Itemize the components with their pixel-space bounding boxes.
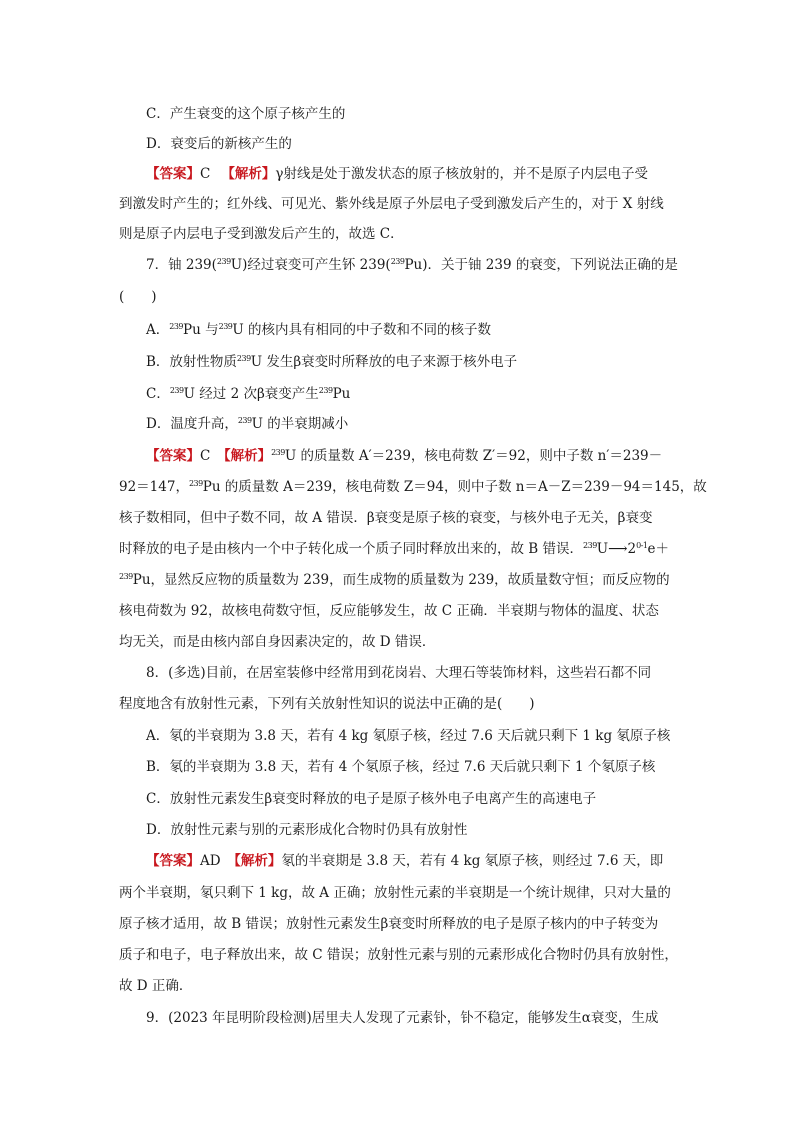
question-7-stem	[146, 255, 678, 275]
isotope-mass: 239	[390, 257, 405, 266]
text: D．放射性元素与别的元素形成化合物时仍具有放射性	[146, 822, 468, 838]
text: A．	[146, 322, 170, 338]
analysis-tag: 【解析】	[228, 166, 276, 182]
analysis-line	[119, 194, 664, 214]
text: Pu 与	[183, 322, 219, 338]
text: Pu 的质量数 A＝239，核电荷数 Z＝94，则中子数 n＝A－Z＝239－94＝145，故	[202, 479, 707, 495]
analysis-line	[119, 601, 659, 621]
analysis-line	[119, 945, 678, 965]
answer-tag: 【答案】	[146, 448, 200, 464]
answer-tag: 【答案】	[146, 166, 200, 182]
q7-option-c	[146, 384, 350, 404]
isotope-mass: 239	[169, 322, 184, 331]
question-7-bracket	[119, 287, 157, 307]
text: 氡的半衰期是 3.8 天，若有 4 kg 氡原子核，则经过 7.6 天，即	[281, 853, 664, 869]
isotope-mass: 239	[218, 322, 233, 331]
q7-option-a	[146, 320, 491, 340]
analysis-line	[119, 570, 670, 590]
answer-tag: 【答案】	[146, 853, 200, 869]
text: C	[200, 166, 229, 182]
analysis-line	[119, 883, 671, 903]
isotope-mass: 239	[583, 541, 597, 550]
text: U 的质量数 A′＝239，核电荷数 Z′＝92，则中子数 n′＝239－	[284, 448, 663, 464]
isotope-mass: 239	[237, 416, 252, 425]
analysis-line	[119, 539, 669, 559]
isotope-mass: 239	[188, 479, 203, 488]
answer-line-8	[146, 851, 663, 871]
text: 7．铀 239(	[146, 257, 217, 273]
q7-option-d	[146, 414, 348, 434]
text: e＋	[647, 541, 670, 557]
text: U)经过衰变可产生钚 239(	[230, 257, 391, 273]
text: B．氡的半衰期为 3.8 天，若有 4 个氡原子核，经过 7.6 天后就只剩下 1 个氡原子核	[146, 759, 656, 775]
text: 则是原子内层电子受到激发后产生的，故选 C．	[119, 226, 404, 242]
isotope-mass: 239	[236, 354, 251, 363]
text: C	[200, 448, 224, 464]
text: γ射线是处于激发状态的原子核放射的，并不是原子内层电子受	[275, 166, 648, 182]
text: 核子数相同，但中子数不同，故 A 错误．β衰变是原子核的衰变，与核外电子无关，β衰变	[119, 510, 653, 526]
q8-option-a	[146, 726, 670, 746]
text: C．放射性元素发生β衰变时释放的电子是原子核外电子电离产生的高速电子	[146, 791, 597, 807]
text: 9．(2023 年昆明阶段检测)居里夫人发现了元素钋，钋不稳定，能够发生α衰变，生成	[146, 1010, 659, 1026]
text: 均无关，而是由核内部自身因素决定的，故 D 错误．	[119, 634, 436, 650]
isotope-mass: 239	[119, 572, 133, 581]
analysis-line	[119, 224, 404, 244]
text: 原子核才适用，故 B 错误；放射性元素发生β衰变时所释放的电子是原子核内的中子转变为	[119, 916, 659, 932]
text: U 的半衰期减小	[251, 416, 349, 432]
text: 到激发时产生的；红外线、可见光、紫外线是原子外层电子受到激发后产生的，对于 X 射线	[119, 196, 664, 212]
text: U 发生β衰变时所释放的电子来源于核外电子	[250, 354, 518, 370]
text: 质子和电子，电子释放出来，故 C 错误；放射性元素与别的元素形成化合物时仍具有放射性，	[119, 947, 678, 963]
text: U⟶2	[596, 541, 637, 557]
text: U 的核内具有相同的中子数和不同的核子数	[232, 322, 492, 338]
option-d-line	[146, 134, 292, 154]
text: Pu)．关于铀 239 的衰变，下列说法正确的是	[404, 257, 678, 273]
analysis-line	[119, 914, 658, 934]
analysis-line	[119, 508, 652, 528]
text: C．产生衰变的这个原子核产生的	[146, 106, 346, 122]
answer-line-6	[146, 164, 648, 184]
analysis-line	[119, 976, 192, 996]
text: Pu，显然反应物的质量数为 239，而生成物的质量数为 239，故质量数守恒；而反应物的	[132, 572, 670, 588]
text: 核电荷数为 92，故核电荷数守恒，反应能够发生，故 C 正确．半衰期与物体的温度、状态	[119, 603, 659, 619]
analysis-tag: 【解析】	[234, 853, 282, 869]
text: A．氡的半衰期为 3.8 天，若有 4 kg 氡原子核，经过 7.6 天后就只剩下 1 kg 氡原子核	[146, 728, 671, 744]
text: B．放射性物质	[146, 354, 237, 370]
text: 92＝147，	[119, 479, 189, 495]
text: ( )	[119, 289, 157, 305]
isotope-mass: 239	[271, 448, 285, 457]
analysis-tag: 【解析】	[223, 448, 272, 464]
text: AD	[200, 853, 235, 869]
text: 两个半衰期，氡只剩下 1 kg，故 A 正确；放射性元素的半衰期是一个统计规律，只对大量的	[119, 885, 671, 901]
q8-option-c	[146, 789, 596, 809]
text: D．衰变后的新核产生的	[146, 136, 292, 152]
text: 时释放的电子是由核内一个中子转化成一个质子同时释放出来的，故 B 错误．	[119, 541, 584, 557]
isotope-mass: 239	[318, 386, 333, 395]
text: Pu	[332, 386, 351, 402]
analysis-line	[119, 632, 435, 652]
answer-line-7	[146, 446, 662, 466]
text: 8．(多选)目前，在居室装修中经常用到花岗岩、大理石等装饰材料，这些岩石都不同	[146, 665, 652, 681]
q8-option-b	[146, 757, 655, 777]
question-8-stem	[146, 663, 651, 683]
isotope-mass: 239	[169, 386, 184, 395]
text: 故 D 正确．	[119, 978, 193, 994]
option-c-line	[146, 104, 345, 124]
text: D．温度升高，	[146, 416, 238, 432]
q7-option-b	[146, 352, 517, 372]
isotope-mass: 239	[216, 257, 231, 266]
isotope-mass: 0-1	[636, 541, 648, 550]
question-8-stem	[119, 694, 535, 714]
question-9-stem	[146, 1008, 658, 1028]
text: 程度地含有放射性元素，下列有关放射性知识的说法中正确的是( )	[119, 696, 535, 712]
text: U 经过 2 次β衰变产生	[183, 386, 319, 402]
analysis-line	[119, 477, 707, 497]
text: C．	[146, 386, 170, 402]
q8-option-d	[146, 820, 467, 840]
